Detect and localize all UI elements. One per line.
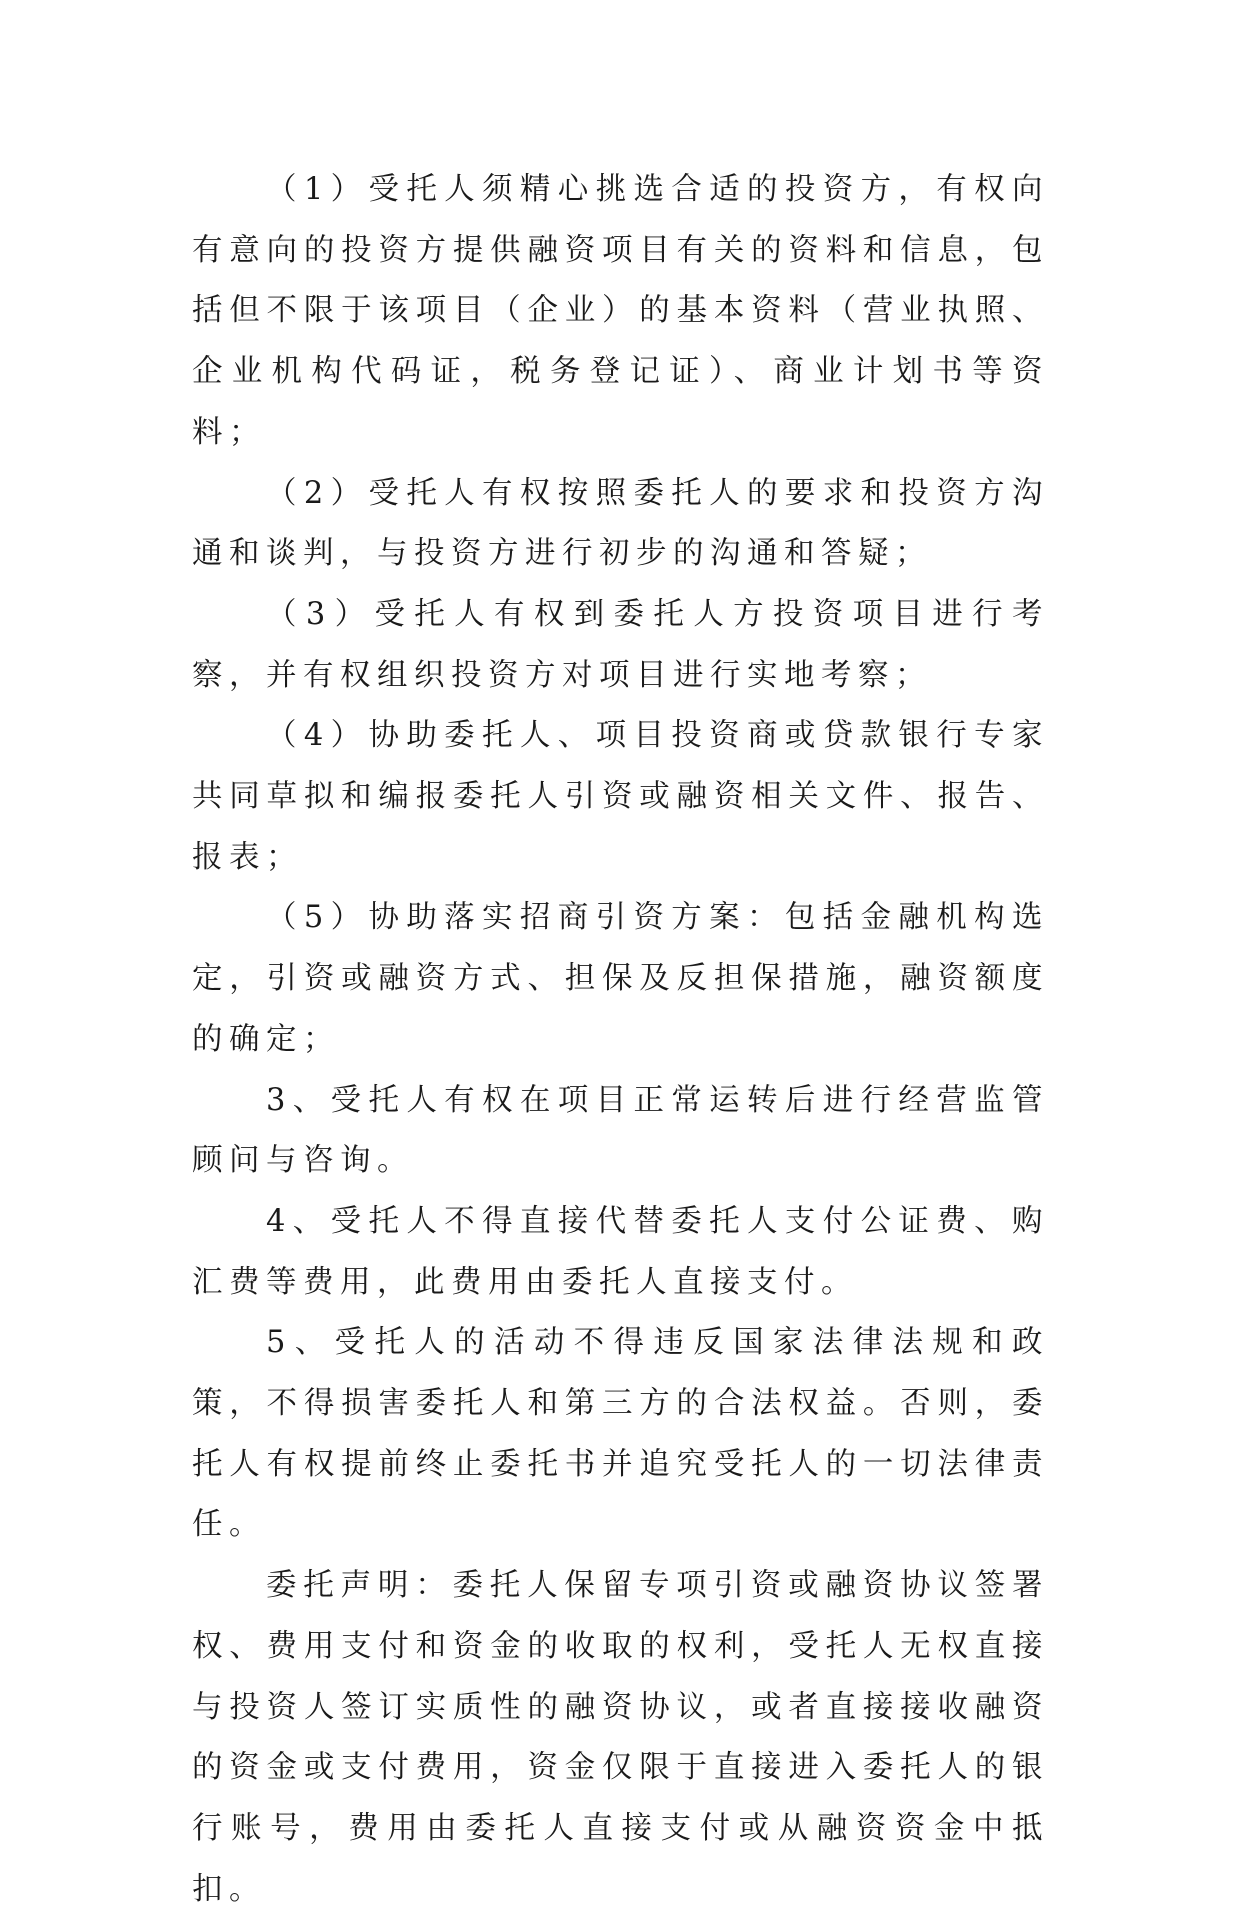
paragraph-item-5: 5、受托人的活动不得违反国家法律法规和政策，不得损害委托人和第三方的合法权益。否则，委托人有权提前终止委托书并追究受托人的一切法律责任。 bbox=[192, 1325, 1049, 1543]
paragraph-clause-2: （2）受托人有权按照委托人的要求和投资方沟通和谈判，与投资方进行初步的沟通和答疑； bbox=[192, 475, 1049, 572]
paragraph-clause-1: （1）受托人须精心挑选合适的投资方，有权向有意向的投资方提供融资项目有关的资料和信息，包括但不限于该项目（企业）的基本资料（营业执照、企业机构代码证，税务登记证）、商业计划书等资料； bbox=[192, 172, 1049, 450]
paragraph-item-3: 3、受托人有权在项目正常运转后进行经营监管顾问与咨询。 bbox=[192, 1082, 1049, 1179]
paragraph-declaration: 委托声明：委托人保留专项引资或融资协议签署权、费用支付和资金的收取的权利，受托人无权直接与投资人签订实质性的融资协议，或者直接接收融资的资金或支付费用，资金仅限于直接进入委托人的银行账号，费用由委托人直接支付或从融资资金中抵扣。 bbox=[192, 1568, 1049, 1907]
paragraph-item-4: 4、受托人不得直接代替委托人支付公证费、购汇费等费用，此费用由委托人直接支付。 bbox=[192, 1203, 1049, 1300]
paragraph-clause-3: （3）受托人有权到委托人方投资项目进行考察，并有权组织投资方对项目进行实地考察； bbox=[192, 596, 1049, 693]
document-body bbox=[192, 160, 1049, 1920]
paragraph-clause-5: （5）协助落实招商引资方案：包括金融机构选定，引资或融资方式、担保及反担保措施，融资额度的确定； bbox=[192, 900, 1049, 1057]
paragraph-clause-4: （4）协助委托人、项目投资商或贷款银行专家共同草拟和编报委托人引资或融资相关文件、报告、报表； bbox=[192, 718, 1049, 875]
